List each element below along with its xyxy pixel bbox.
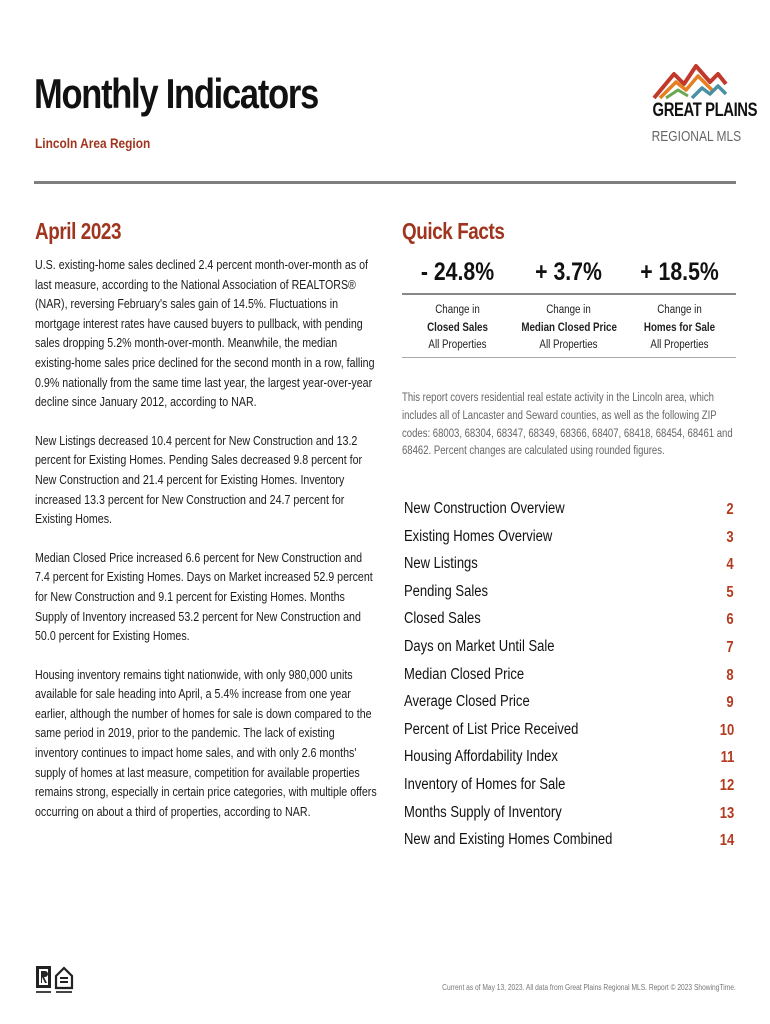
fact-label: Median Closed Price	[521, 321, 617, 334]
footer-logos	[35, 962, 75, 998]
toc-item-existing-homes-overview[interactable]	[404, 525, 736, 553]
commentary-column	[35, 255, 379, 840]
toc-label: Months Supply of Inventory	[404, 803, 562, 821]
toc-label: Pending Sales	[404, 582, 488, 600]
toc-page: 13	[719, 804, 734, 822]
fact-homes-for-sale	[624, 258, 735, 351]
toc-item-new-listings[interactable]	[404, 552, 736, 580]
toc-page: 8	[726, 666, 734, 684]
toc-item-median-closed-price[interactable]	[404, 663, 736, 691]
page-title: Monthly Indicators	[34, 70, 319, 117]
fact-label: Homes for Sale	[643, 321, 716, 334]
toc-page: 4	[726, 556, 734, 574]
toc-label: Average Closed Price	[404, 693, 530, 711]
paragraph: Housing inventory remains tight nationwide, with only 980,000 units available for sale heading into April, a 5.4% increase from one year earlier, although the number of homes for sale is down compared to the same period in 2019, prior to the pandemic. The lack of existing inventory continues to impact home sales, and with only 2.6 months' supply of homes at last measure, competition for available properties remains strong, especially in certain price categories, with multiple offers occurring on about a third of properties, according to NAR.	[35, 666, 377, 819]
great-plains-logo	[642, 60, 758, 155]
toc-page: 6	[726, 611, 734, 629]
toc-label: New Construction Overview	[404, 500, 565, 517]
fact-label: All Properties	[539, 339, 598, 351]
facts-divider-top	[402, 293, 736, 295]
toc-item-percent-of-list-price[interactable]	[404, 718, 736, 746]
toc-label: New Listings	[404, 555, 478, 573]
logo-line-1: GREAT PLAINS	[652, 100, 758, 121]
fact-label: All Properties	[650, 339, 709, 351]
toc-page: 11	[720, 749, 734, 767]
equal-housing-icon	[56, 968, 72, 993]
fact-label: Closed Sales	[427, 321, 488, 334]
logo-line-2: REGIONAL MLS	[651, 128, 742, 145]
table-of-contents	[404, 497, 736, 856]
fact-label: Change in	[546, 304, 591, 316]
fact-label: Change in	[435, 304, 480, 316]
fact-value: + 3.7%	[535, 258, 602, 286]
toc-page: 14	[719, 832, 734, 850]
quick-facts-heading: Quick Facts	[402, 218, 505, 244]
toc-label: Percent of List Price Received	[404, 720, 579, 738]
toc-item-average-closed-price[interactable]	[404, 690, 736, 718]
fact-label: Change in	[657, 304, 702, 316]
toc-page: 12	[719, 776, 734, 794]
toc-item-pending-sales[interactable]	[404, 580, 736, 608]
paragraph: Median Closed Price increased 6.6 percent for New Construction and 7.4 percent for Existing Homes. Days on Market increased 52.9 percent for New Construction and 9.1 percent for Existing Homes. Months Supply of Inventory increased 53.2 percent for New Construction and 50.0 percent for Existing Homes.	[35, 549, 373, 644]
toc-label: Days on Market Until Sale	[404, 637, 555, 655]
header-divider	[34, 181, 736, 184]
toc-item-closed-sales[interactable]	[404, 607, 736, 635]
fact-closed-sales	[402, 258, 513, 351]
facts-divider-bottom	[402, 357, 736, 358]
toc-item-housing-affordability-index[interactable]	[404, 745, 736, 773]
toc-page: 7	[726, 638, 734, 656]
fact-label: All Properties	[428, 339, 487, 351]
toc-page: 3	[726, 528, 734, 546]
toc-label: Existing Homes Overview	[404, 527, 553, 545]
fact-value: + 18.5%	[640, 258, 719, 286]
region-subtitle: Lincoln Area Region	[35, 135, 151, 151]
realtor-icon	[36, 966, 51, 993]
toc-label: Median Closed Price	[404, 665, 525, 683]
toc-label: Closed Sales	[404, 610, 481, 628]
mountains-icon	[652, 60, 728, 100]
toc-label: Housing Affordability Index	[404, 748, 558, 766]
paragraph: U.S. existing-home sales declined 2.4 percent month-over-month as of last measure, according to the National Association of REALTORS® (NAR), reversing February's sales gain of 14.5%. Fluctuations in mortgage interest rates have caused buyers to pullback, with pending sales dropping 5.2% month-over-month. Meanwhile, the median existing-home sales price declined for the second month in a row, falling 0.9% nationally from the same time last year, the largest year-over-year decline since January 2012, according to NAR.	[35, 257, 375, 410]
toc-label: Inventory of Homes for Sale	[404, 775, 566, 793]
footer-note: Current as of May 13, 2023. All data from Great Plains Regional MLS. Report © 2023 ShowingTime.	[442, 983, 736, 992]
fact-median-closed-price	[513, 258, 624, 351]
toc-item-inventory-of-homes[interactable]	[404, 773, 736, 801]
toc-page: 5	[726, 583, 734, 601]
toc-page: 2	[726, 501, 734, 518]
fact-value: - 24.8%	[420, 258, 495, 286]
toc-item-new-and-existing-combined[interactable]	[404, 828, 736, 856]
paragraph: New Listings decreased 10.4 percent for New Construction and 13.2 percent for Existing Homes. Pending Sales decreased 9.8 percent for New Construction and 21.4 percent for Existing Homes. Inventory increased 13.3 percent for New Construction and 24.7 percent for Existing Homes.	[35, 432, 363, 527]
report-coverage-note: This report covers residential real estate activity in the Lincoln area, which includes all of Lancaster and Seward counties, as well as the following ZIP codes: 68003, 68304, 68347, 68349, 68366, 68407, 68418, 68454, 68461 and 68462. Percent changes are calculated using rounded figures.	[402, 392, 733, 458]
toc-page: 10	[719, 721, 734, 739]
toc-page: 9	[726, 694, 734, 712]
month-heading: April 2023	[35, 218, 122, 244]
toc-item-days-on-market[interactable]	[404, 635, 736, 663]
toc-label: New and Existing Homes Combined	[404, 831, 613, 849]
toc-item-months-supply[interactable]	[404, 801, 736, 829]
toc-item-new-construction-overview[interactable]	[404, 497, 736, 525]
